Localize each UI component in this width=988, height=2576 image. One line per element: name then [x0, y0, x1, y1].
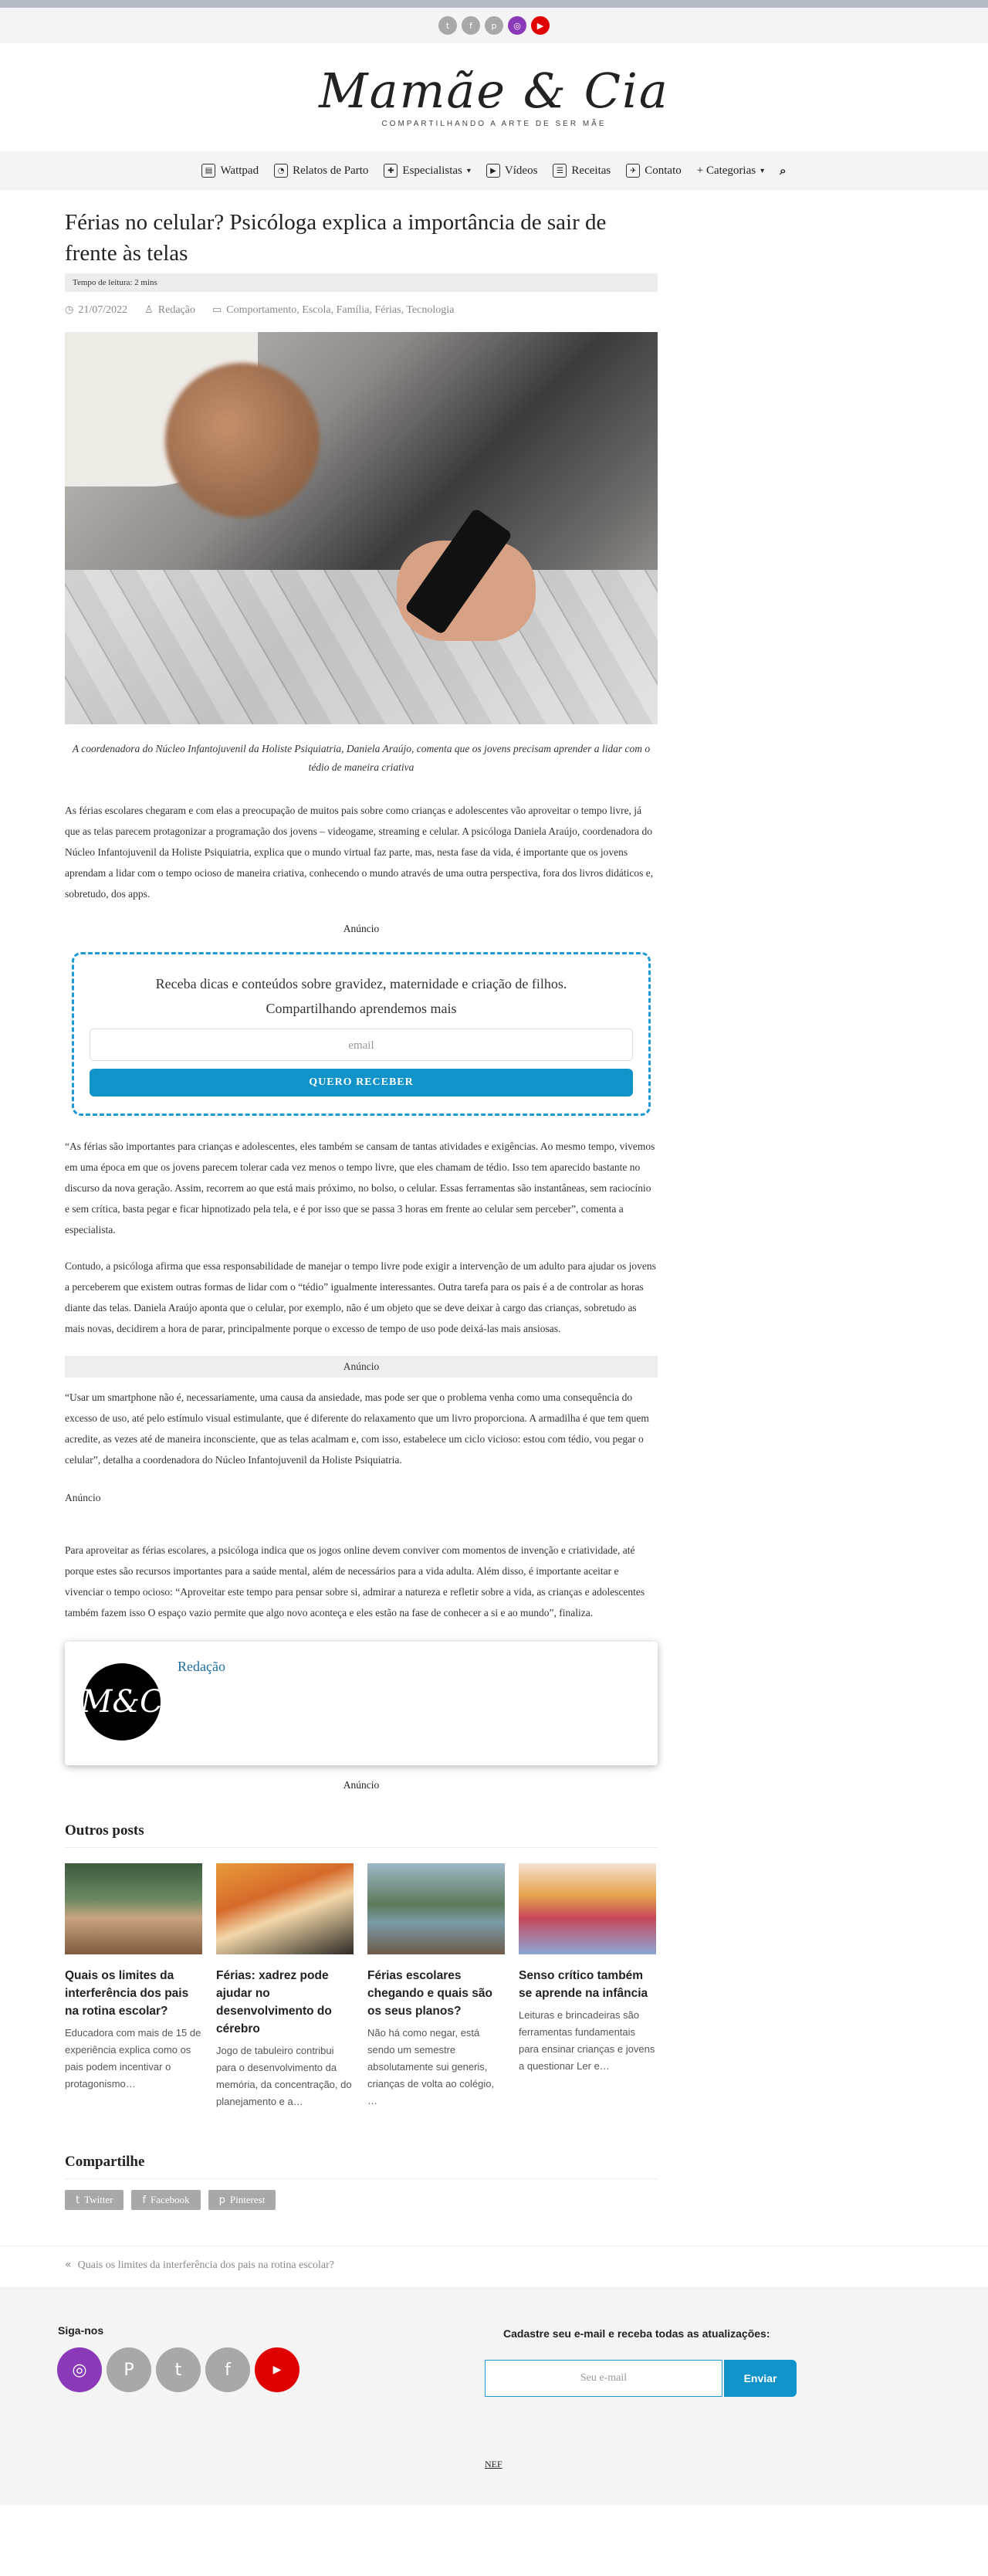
avatar[interactable]: M&C	[83, 1663, 161, 1740]
share-pinterest-button[interactable]	[208, 2190, 276, 2210]
meta-date	[65, 304, 127, 317]
post-excerpt: Jogo de tabuleiro contribui para o desenvolvimento da memória, da concentração, do planejamento e a…	[216, 2045, 352, 2107]
post-excerpt: Não há como negar, está sendo um semestre absolutamente sui generis, crianças de volta ao colégio, …	[367, 2027, 495, 2107]
twitter-icon[interactable]: t	[438, 16, 457, 35]
nav-label: Receitas	[571, 164, 611, 177]
newsletter-submit-button[interactable]: QUERO RECEBER	[90, 1069, 633, 1096]
nav-item-relatos[interactable]	[274, 164, 368, 178]
meta-author[interactable]	[144, 304, 195, 317]
post-card[interactable]	[65, 1863, 202, 2110]
search-button[interactable]	[780, 164, 786, 178]
stroller-icon: ◔	[274, 164, 288, 178]
other-posts-heading: Outros posts	[65, 1822, 658, 1848]
previous-post-link[interactable]	[0, 2246, 988, 2272]
double-chevron-left-icon: «	[65, 2259, 72, 2271]
chevron-down-icon: ▾	[466, 166, 471, 175]
site-footer	[0, 2287, 988, 2505]
top-strip	[0, 0, 988, 8]
follow-heading: Siga-nos	[58, 2324, 104, 2337]
facebook-icon[interactable]: f	[462, 16, 480, 35]
share-twitter-button[interactable]	[65, 2190, 124, 2210]
youtube-icon[interactable]: ▶	[255, 2347, 299, 2392]
share-label: Facebook	[151, 2194, 190, 2205]
nav-label: Wattpad	[220, 164, 259, 177]
nav-item-categorias[interactable]	[697, 164, 764, 178]
ad-label: Anúncio	[343, 923, 380, 934]
date-text: 21/07/2022	[78, 304, 128, 316]
footer-social-icons	[57, 2347, 299, 2392]
newsletter-subtitle: Compartilhando aprendemos mais	[266, 1001, 457, 1016]
post-thumbnail[interactable]	[367, 1863, 505, 1954]
twitter-icon[interactable]: t	[156, 2347, 201, 2392]
youtube-icon[interactable]: ▶	[531, 16, 550, 35]
social-topbar	[0, 8, 988, 43]
pinterest-icon[interactable]: P	[107, 2347, 151, 2392]
previous-post-title[interactable]: Quais os limites da interferência dos pais na rotina escolar?	[77, 2259, 334, 2271]
nef-link[interactable]: NEF	[485, 2459, 502, 2469]
other-posts-list	[65, 1863, 658, 2110]
search-icon: ⌕	[780, 164, 787, 178]
nav-label: Vídeos	[504, 164, 538, 177]
post-thumbnail[interactable]	[216, 1863, 354, 1954]
nav-item-especialistas[interactable]	[384, 164, 471, 178]
logo-script: Mamãe & Cia	[319, 62, 669, 119]
paragraph-1: As férias escolares chegaram e com elas a preocupação de muitos pais sobre como crianças e adolescentes vão aproveitar o tempo livre, já que as telas parecem protagonizar a programação dos jovens – videogame, streaming e celular. A psicóloga Daniela Araújo, coordenadora do Núcleo Infantojuvenil da Holiste Psiquiatria, explica que o mundo virtual faz parte, mas, nesta fase da vida, é importante que os jovens aprendam a lidar com o tempo ocioso de maneira criativa, conhecendo o mundo através de uma outra perspectiva, fora dos livros didáticos e, sobretudo, dos apps.	[65, 805, 654, 900]
nav-item-receitas[interactable]	[553, 164, 611, 178]
nav-item-videos[interactable]	[486, 164, 538, 178]
instagram-icon[interactable]: ◎	[57, 2347, 102, 2392]
post-title[interactable]: Férias: xadrez pode ajudar no desenvolvimento do cérebro	[216, 1969, 332, 2035]
hero-image	[65, 332, 658, 724]
paragraph-2: “As férias são importantes para crianças e adolescentes, eles também se cansam de tantas atividades e exigências. Ao mesmo tempo, vivemos em uma época em que os jovens parecem tolerar cada vez menos o tempo livre, que eles chamam de tédio. Isso tem aparecido bastante no discurso da nova geração. Assim, recorrem ao que está mais próximo, no bolso, o celular. Essas ferramentas são instantâneas, sem raciocínio e sem crítica, basta pegar e ficar hipnotizado pela tela, e é por isso que se passa 3 horas em frente ao celular sem perceber”, comenta a especialista.	[65, 1141, 655, 1235]
facebook-icon[interactable]: f	[205, 2347, 250, 2392]
nav-label: Contato	[645, 164, 682, 177]
read-time: Tempo de leitura: 2 mins	[65, 273, 658, 292]
paragraph-4: “Usar um smartphone não é, necessariamente, uma causa da ansiedade, mas pode ser que o problema venha como uma consequência do excesso de uso, até pelo estímulo visual estimulante, que é diferente do relaxamento que um livro proporciona. A armadilha é que tem quem acredite, as vezes até de maneira inconsciente, que as telas acalmam e, com isso, estabelece um ciclo vicioso: estou com tédio, vou pegar o celular”, detalha a coordenadora do Núcleo Infantojuvenil da Holiste Psiquiatria.	[65, 1391, 649, 1466]
image-caption: A coordenadora do Núcleo Infantojuvenil da Holiste Psiquiatria, Daniela Araújo, comenta que os jovens precisam aprender a lidar com o tédio de maneira criativa	[72, 743, 651, 773]
nav-label: + Categorias	[696, 164, 756, 177]
share-label: Twitter	[84, 2194, 113, 2205]
post-thumbnail[interactable]	[519, 1863, 656, 1954]
ad-label: Anúncio	[343, 1779, 380, 1791]
share-facebook-button[interactable]	[131, 2190, 200, 2210]
hero-blanket	[65, 570, 658, 724]
article-main	[65, 207, 658, 2210]
twitter-icon: t	[76, 2195, 80, 2206]
author-name-link[interactable]: Redação	[178, 1659, 225, 1674]
folder-icon: ▭	[211, 304, 222, 316]
article-meta	[65, 304, 658, 317]
play-icon: ▶	[486, 164, 500, 178]
nav-label: Especialistas	[402, 164, 462, 177]
recipe-icon: ☰	[553, 164, 567, 178]
footer-send-button[interactable]: Enviar	[724, 2360, 797, 2397]
post-card[interactable]	[216, 1863, 354, 2110]
footer-email-input[interactable]: Seu e-mail	[485, 2360, 722, 2397]
subscribe-heading: Cadastre seu e-mail e receba todas as atualizações:	[503, 2327, 770, 2340]
article-title: Férias no celular? Psicóloga explica a importância de sair de frente às telas	[65, 210, 607, 266]
user-icon: ♙	[144, 304, 154, 316]
newsletter-box	[72, 952, 651, 1116]
post-title[interactable]: Quais os limites da interferência dos pais na rotina escolar?	[65, 1969, 189, 2018]
post-card[interactable]	[519, 1863, 656, 2110]
site-header	[0, 43, 988, 151]
pinterest-icon: p	[218, 2195, 225, 2206]
nav-item-wattpad[interactable]	[201, 164, 259, 178]
post-excerpt: Educadora com mais de 15 de experiência explica como os pais podem incentivar o protagonismo…	[65, 2027, 201, 2090]
plane-icon: ✈	[626, 164, 640, 178]
main-nav	[0, 151, 988, 190]
logo-tagline: COMPARTILHANDO A ARTE DE SER MÃE	[381, 119, 607, 128]
pinterest-icon[interactable]: p	[485, 16, 503, 35]
facebook-icon: f	[142, 2195, 147, 2206]
book-icon: ▤	[201, 164, 215, 178]
author-text[interactable]: Redação	[157, 304, 195, 316]
hero-boy	[165, 363, 320, 517]
newsletter-title: Receba dicas e conteúdos sobre gravidez, maternidade e criação de filhos.	[155, 976, 567, 991]
site-logo[interactable]	[319, 62, 669, 128]
author-box	[65, 1642, 658, 1765]
chevron-down-icon: ▾	[760, 166, 765, 175]
share-label: Pinterest	[229, 2194, 266, 2205]
instagram-icon[interactable]: ◎	[508, 16, 526, 35]
nav-item-contato[interactable]	[626, 164, 682, 178]
nav-label: Relatos de Parto	[293, 164, 369, 177]
share-heading: Compartilhe	[65, 2154, 658, 2179]
ad-label: Anúncio	[65, 1356, 658, 1378]
post-card[interactable]	[367, 1863, 505, 2110]
post-title[interactable]: Férias escolares chegando e quais são os seus planos?	[367, 1969, 492, 2018]
doctor-icon: ✚	[384, 164, 398, 178]
ad-label: Anúncio	[65, 1492, 101, 1503]
share-buttons	[65, 2190, 658, 2210]
clock-icon: ◷	[65, 304, 74, 316]
paragraph-5: Para aproveitar as férias escolares, a psicóloga indica que os jogos online devem conviver com momentos de invenção e criatividade, até porque estes são recursos importantes para a saúde mental, além de necessários para a vida adulta. Além disso, é importante aceitar e vivenciar o tempo ocioso: “Aproveitar este tempo para pensar sobre si, admirar a natureza e refletir sobre a vida, as crianças e adolescentes também fazem isso O espaço vazio permite que algo novo aconteça e eles estão na fase de conhecer a si e ao mundo”, finaliza.	[65, 1544, 645, 1618]
paragraph-3: Contudo, a psicóloga afirma que essa responsabilidade de manejar o tempo livre pode exigir a intervenção de um adulto para ajudar os jovens a perceberem que existem outras formas de lidar com o “tédio” igualmente interessantes. Outra tarefa para os pais é a de controlar as horas diante das telas. Daniela Araújo aponta que o celular, por exemplo, não é um objeto que se deve deixar à cargo das crianças, sobretudo as mais novas, decidirem a hora de parar, principalmente porque o excesso de tempo de uso pode deixá-las mais ansiosas.	[65, 1260, 656, 1334]
post-thumbnail[interactable]	[65, 1863, 202, 1954]
newsletter-email-input[interactable]: email	[90, 1029, 633, 1061]
categories-text[interactable]: Comportamento, Escola, Família, Férias, Tecnologia	[226, 304, 455, 316]
post-excerpt: Leituras e brincadeiras são ferramentas fundamentais para ensinar crianças e jovens a questionar Ler e…	[519, 2009, 655, 2072]
meta-categories	[212, 304, 454, 317]
post-title[interactable]: Senso crítico também se aprende na infância	[519, 1969, 648, 2000]
